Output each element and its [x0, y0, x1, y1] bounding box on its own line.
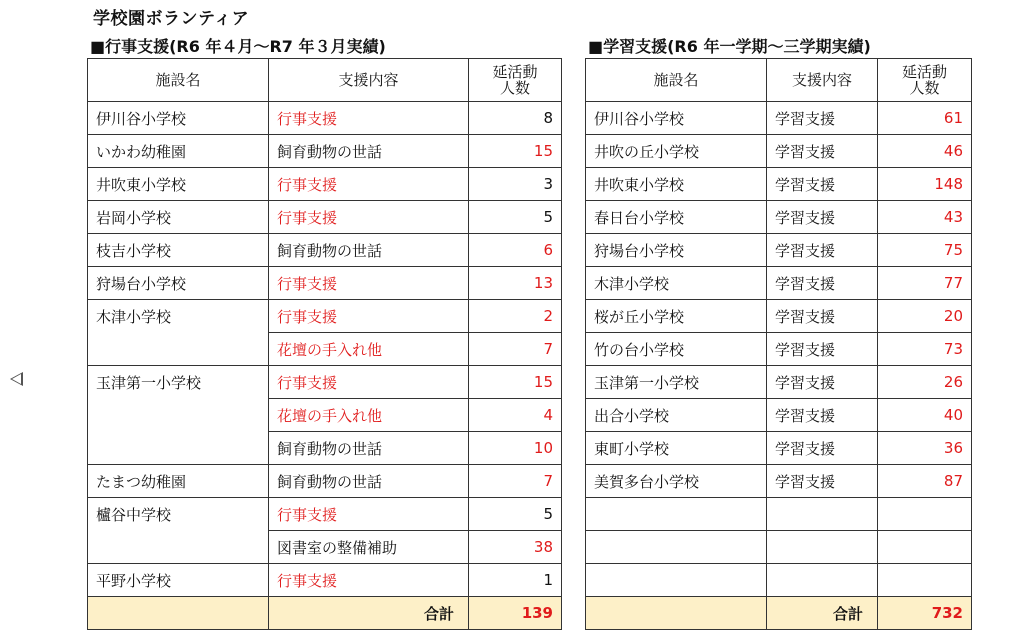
count-cell: 43 [878, 201, 972, 234]
content-cell: 学習支援 [767, 102, 878, 135]
facility-cell [88, 432, 269, 465]
table-row [586, 564, 972, 597]
table-row [88, 135, 562, 168]
facility-cell: 岩岡小学校 [88, 201, 269, 234]
facility-cell [586, 564, 767, 597]
count-cell: 7 [469, 333, 562, 366]
content-cell: 飼育動物の世話 [269, 432, 469, 465]
content-cell: 行事支援 [269, 168, 469, 201]
facility-cell: 桜が丘小学校 [586, 300, 767, 333]
content-cell: 行事支援 [269, 267, 469, 300]
table-row [586, 399, 972, 432]
header-count-line1: 延活動 [901, 63, 947, 81]
facility-cell: 櫨谷中学校 [88, 498, 269, 531]
total-value: 732 [878, 597, 972, 630]
header-content: 支援内容 [269, 59, 469, 102]
table-row [586, 267, 972, 300]
total-empty-cell [586, 597, 767, 630]
facility-cell: 出合小学校 [586, 399, 767, 432]
content-cell: 学習支援 [767, 465, 878, 498]
count-cell: 5 [469, 498, 562, 531]
content-cell: 学習支援 [767, 366, 878, 399]
total-row [88, 597, 562, 630]
triangle-left-icon[interactable] [10, 372, 23, 386]
facility-cell [88, 531, 269, 564]
content-cell: 学習支援 [767, 399, 878, 432]
count-cell: 73 [878, 333, 972, 366]
content-cell: 飼育動物の世話 [269, 135, 469, 168]
count-cell: 61 [878, 102, 972, 135]
table-row [586, 201, 972, 234]
count-cell: 15 [469, 135, 562, 168]
content-cell: 学習支援 [767, 234, 878, 267]
content-cell: 学習支援 [767, 135, 878, 168]
count-cell [878, 564, 972, 597]
table-row [88, 498, 562, 531]
table-row [586, 465, 972, 498]
count-cell: 20 [878, 300, 972, 333]
facility-cell [586, 531, 767, 564]
left-section-heading: ■行事支援(R6 年４月～R7 年３月実績) [90, 37, 386, 56]
content-cell: 花壇の手入れ他 [269, 333, 469, 366]
table-row [586, 531, 972, 564]
content-cell: 学習支援 [767, 201, 878, 234]
facility-cell [88, 333, 269, 366]
facility-cell: 狩場台小学校 [88, 267, 269, 300]
count-cell: 7 [469, 465, 562, 498]
count-cell: 148 [878, 168, 972, 201]
content-cell: 行事支援 [269, 300, 469, 333]
content-cell: 図書室の整備補助 [269, 531, 469, 564]
header-count-line1: 延活動 [492, 63, 538, 81]
table-row [88, 366, 562, 399]
facility-cell: 枝吉小学校 [88, 234, 269, 267]
facility-cell [586, 498, 767, 531]
table-row [586, 498, 972, 531]
count-cell: 75 [878, 234, 972, 267]
table-row [88, 300, 562, 333]
content-cell: 行事支援 [269, 102, 469, 135]
table-row [586, 234, 972, 267]
event-support-table [87, 58, 562, 630]
count-cell: 36 [878, 432, 972, 465]
count-cell: 4 [469, 399, 562, 432]
header-count [878, 59, 972, 102]
learning-support-table [585, 58, 972, 630]
facility-cell: 井吹東小学校 [88, 168, 269, 201]
count-cell: 8 [469, 102, 562, 135]
count-cell: 38 [469, 531, 562, 564]
content-cell [767, 531, 878, 564]
content-cell: 行事支援 [269, 498, 469, 531]
facility-cell: 伊川谷小学校 [88, 102, 269, 135]
content-cell: 学習支援 [767, 300, 878, 333]
facility-cell: 狩場台小学校 [586, 234, 767, 267]
content-cell [767, 498, 878, 531]
count-cell: 5 [469, 201, 562, 234]
table-row [88, 168, 562, 201]
table-row [88, 531, 562, 564]
content-cell: 飼育動物の世話 [269, 234, 469, 267]
count-cell: 15 [469, 366, 562, 399]
right-section-heading: ■学習支援(R6 年一学期～三学期実績) [588, 37, 871, 56]
content-cell: 行事支援 [269, 201, 469, 234]
count-cell: 87 [878, 465, 972, 498]
count-cell [878, 498, 972, 531]
facility-cell: 玉津第一小学校 [586, 366, 767, 399]
total-value: 139 [469, 597, 562, 630]
content-cell: 学習支援 [767, 267, 878, 300]
content-cell: 学習支援 [767, 333, 878, 366]
facility-cell [88, 399, 269, 432]
facility-cell: 木津小学校 [88, 300, 269, 333]
header-facility: 施設名 [586, 59, 767, 102]
table-row [586, 102, 972, 135]
header-content: 支援内容 [767, 59, 878, 102]
facility-cell: 井吹の丘小学校 [586, 135, 767, 168]
table-row [88, 201, 562, 234]
count-cell: 3 [469, 168, 562, 201]
content-cell: 飼育動物の世話 [269, 465, 469, 498]
facility-cell: いかわ幼稚園 [88, 135, 269, 168]
content-cell: 行事支援 [269, 366, 469, 399]
table-row [88, 564, 562, 597]
total-row [586, 597, 972, 630]
page-title: 学校園ボランティア [93, 9, 250, 29]
total-empty-cell [88, 597, 269, 630]
table-row [586, 300, 972, 333]
table-row [88, 234, 562, 267]
table-row [586, 135, 972, 168]
count-cell: 40 [878, 399, 972, 432]
count-cell: 13 [469, 267, 562, 300]
total-label: 合計 [269, 597, 469, 630]
facility-cell: 竹の台小学校 [586, 333, 767, 366]
content-cell: 行事支援 [269, 564, 469, 597]
header-count-line2: 人数 [909, 79, 940, 97]
facility-cell: 玉津第一小学校 [88, 366, 269, 399]
table-row [88, 333, 562, 366]
facility-cell: 春日台小学校 [586, 201, 767, 234]
facility-cell: 美賀多台小学校 [586, 465, 767, 498]
table-row [88, 432, 562, 465]
table-row [586, 333, 972, 366]
table-row [88, 399, 562, 432]
table-row [586, 366, 972, 399]
facility-cell: 木津小学校 [586, 267, 767, 300]
table-row [586, 168, 972, 201]
facility-cell: たまつ幼稚園 [88, 465, 269, 498]
count-cell: 6 [469, 234, 562, 267]
facility-cell: 伊川谷小学校 [586, 102, 767, 135]
content-cell [767, 564, 878, 597]
header-facility: 施設名 [88, 59, 269, 102]
total-label: 合計 [767, 597, 878, 630]
header-count-line2: 人数 [499, 79, 530, 97]
facility-cell: 東町小学校 [586, 432, 767, 465]
count-cell: 10 [469, 432, 562, 465]
count-cell: 1 [469, 564, 562, 597]
header-count [469, 59, 562, 102]
count-cell: 77 [878, 267, 972, 300]
table-row [88, 267, 562, 300]
content-cell: 花壇の手入れ他 [269, 399, 469, 432]
table-row [586, 432, 972, 465]
table-row [88, 465, 562, 498]
facility-cell: 平野小学校 [88, 564, 269, 597]
count-cell [878, 531, 972, 564]
count-cell: 2 [469, 300, 562, 333]
content-cell: 学習支援 [767, 432, 878, 465]
facility-cell: 井吹東小学校 [586, 168, 767, 201]
count-cell: 26 [878, 366, 972, 399]
content-cell: 学習支援 [767, 168, 878, 201]
table-row [88, 102, 562, 135]
count-cell: 46 [878, 135, 972, 168]
